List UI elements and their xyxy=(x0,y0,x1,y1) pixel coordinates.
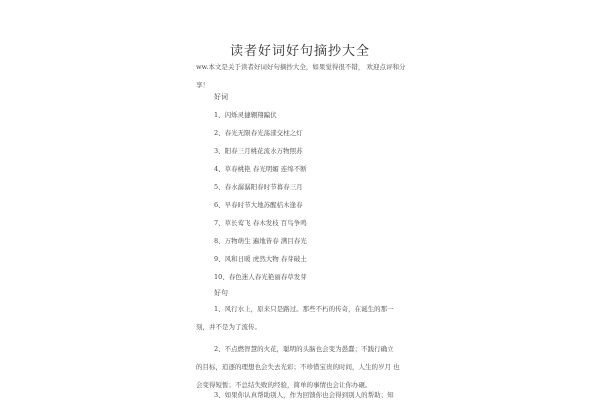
section-heading-sentences: 好句 xyxy=(214,289,228,297)
list-item: 3、阳春三月桃花流水万物照苏 xyxy=(214,147,303,155)
list-item: 2、春光无限春光荡漾交柱之灯 xyxy=(214,129,303,137)
list-item: 4、草春桃艳 春光明媚 连绵不断 xyxy=(214,165,307,173)
list-item: 7、草长莺飞 春木发枝 百鸟争鸣 xyxy=(214,219,307,227)
list-item: 5、春水潺潺阳春时节暮春三月 xyxy=(214,183,303,191)
section-heading-words: 好词 xyxy=(214,93,228,101)
list-item: 9、风和日暖 虎然大物 春芽破土 xyxy=(214,255,307,263)
paragraph: 1、风行水上，原来只是路过。那些不朽的传奇，在诞生的那一 刻，并不是为了流传。 xyxy=(196,305,394,331)
list-item: 1、闪烁灵捷翱翔蹁伏 xyxy=(214,111,277,119)
document-title: 读者好词好句摘抄大全 xyxy=(229,44,370,59)
list-item: 6、早春时节大地苏醒桔木逢春 xyxy=(214,201,303,209)
intro-paragraph: ww.本文是关于读者好词好句摘抄大全，如果觉得很不错， 欢迎点评和分享！ xyxy=(196,63,406,89)
list-item: 10、春色迷人春光艳丽春草发芽 xyxy=(214,273,307,281)
paragraph: 3、如果你认真帮助别人，作为回馈你也会得到别人的帮助；知 xyxy=(214,391,394,399)
paragraph: 2、不点燃智慧的火花，聪明的头脑也会变为愚蠢；不践行确立 的目标，追逐的理想也会失去光彩；不珍惜宝贵的时间，人生的岁月 也会变得短暂；不总结失败的经验，简单的事情也会让你办砸。 xyxy=(196,345,400,389)
list-item: 8、万物萌生 遍地皆春 满目春光 xyxy=(214,237,307,245)
